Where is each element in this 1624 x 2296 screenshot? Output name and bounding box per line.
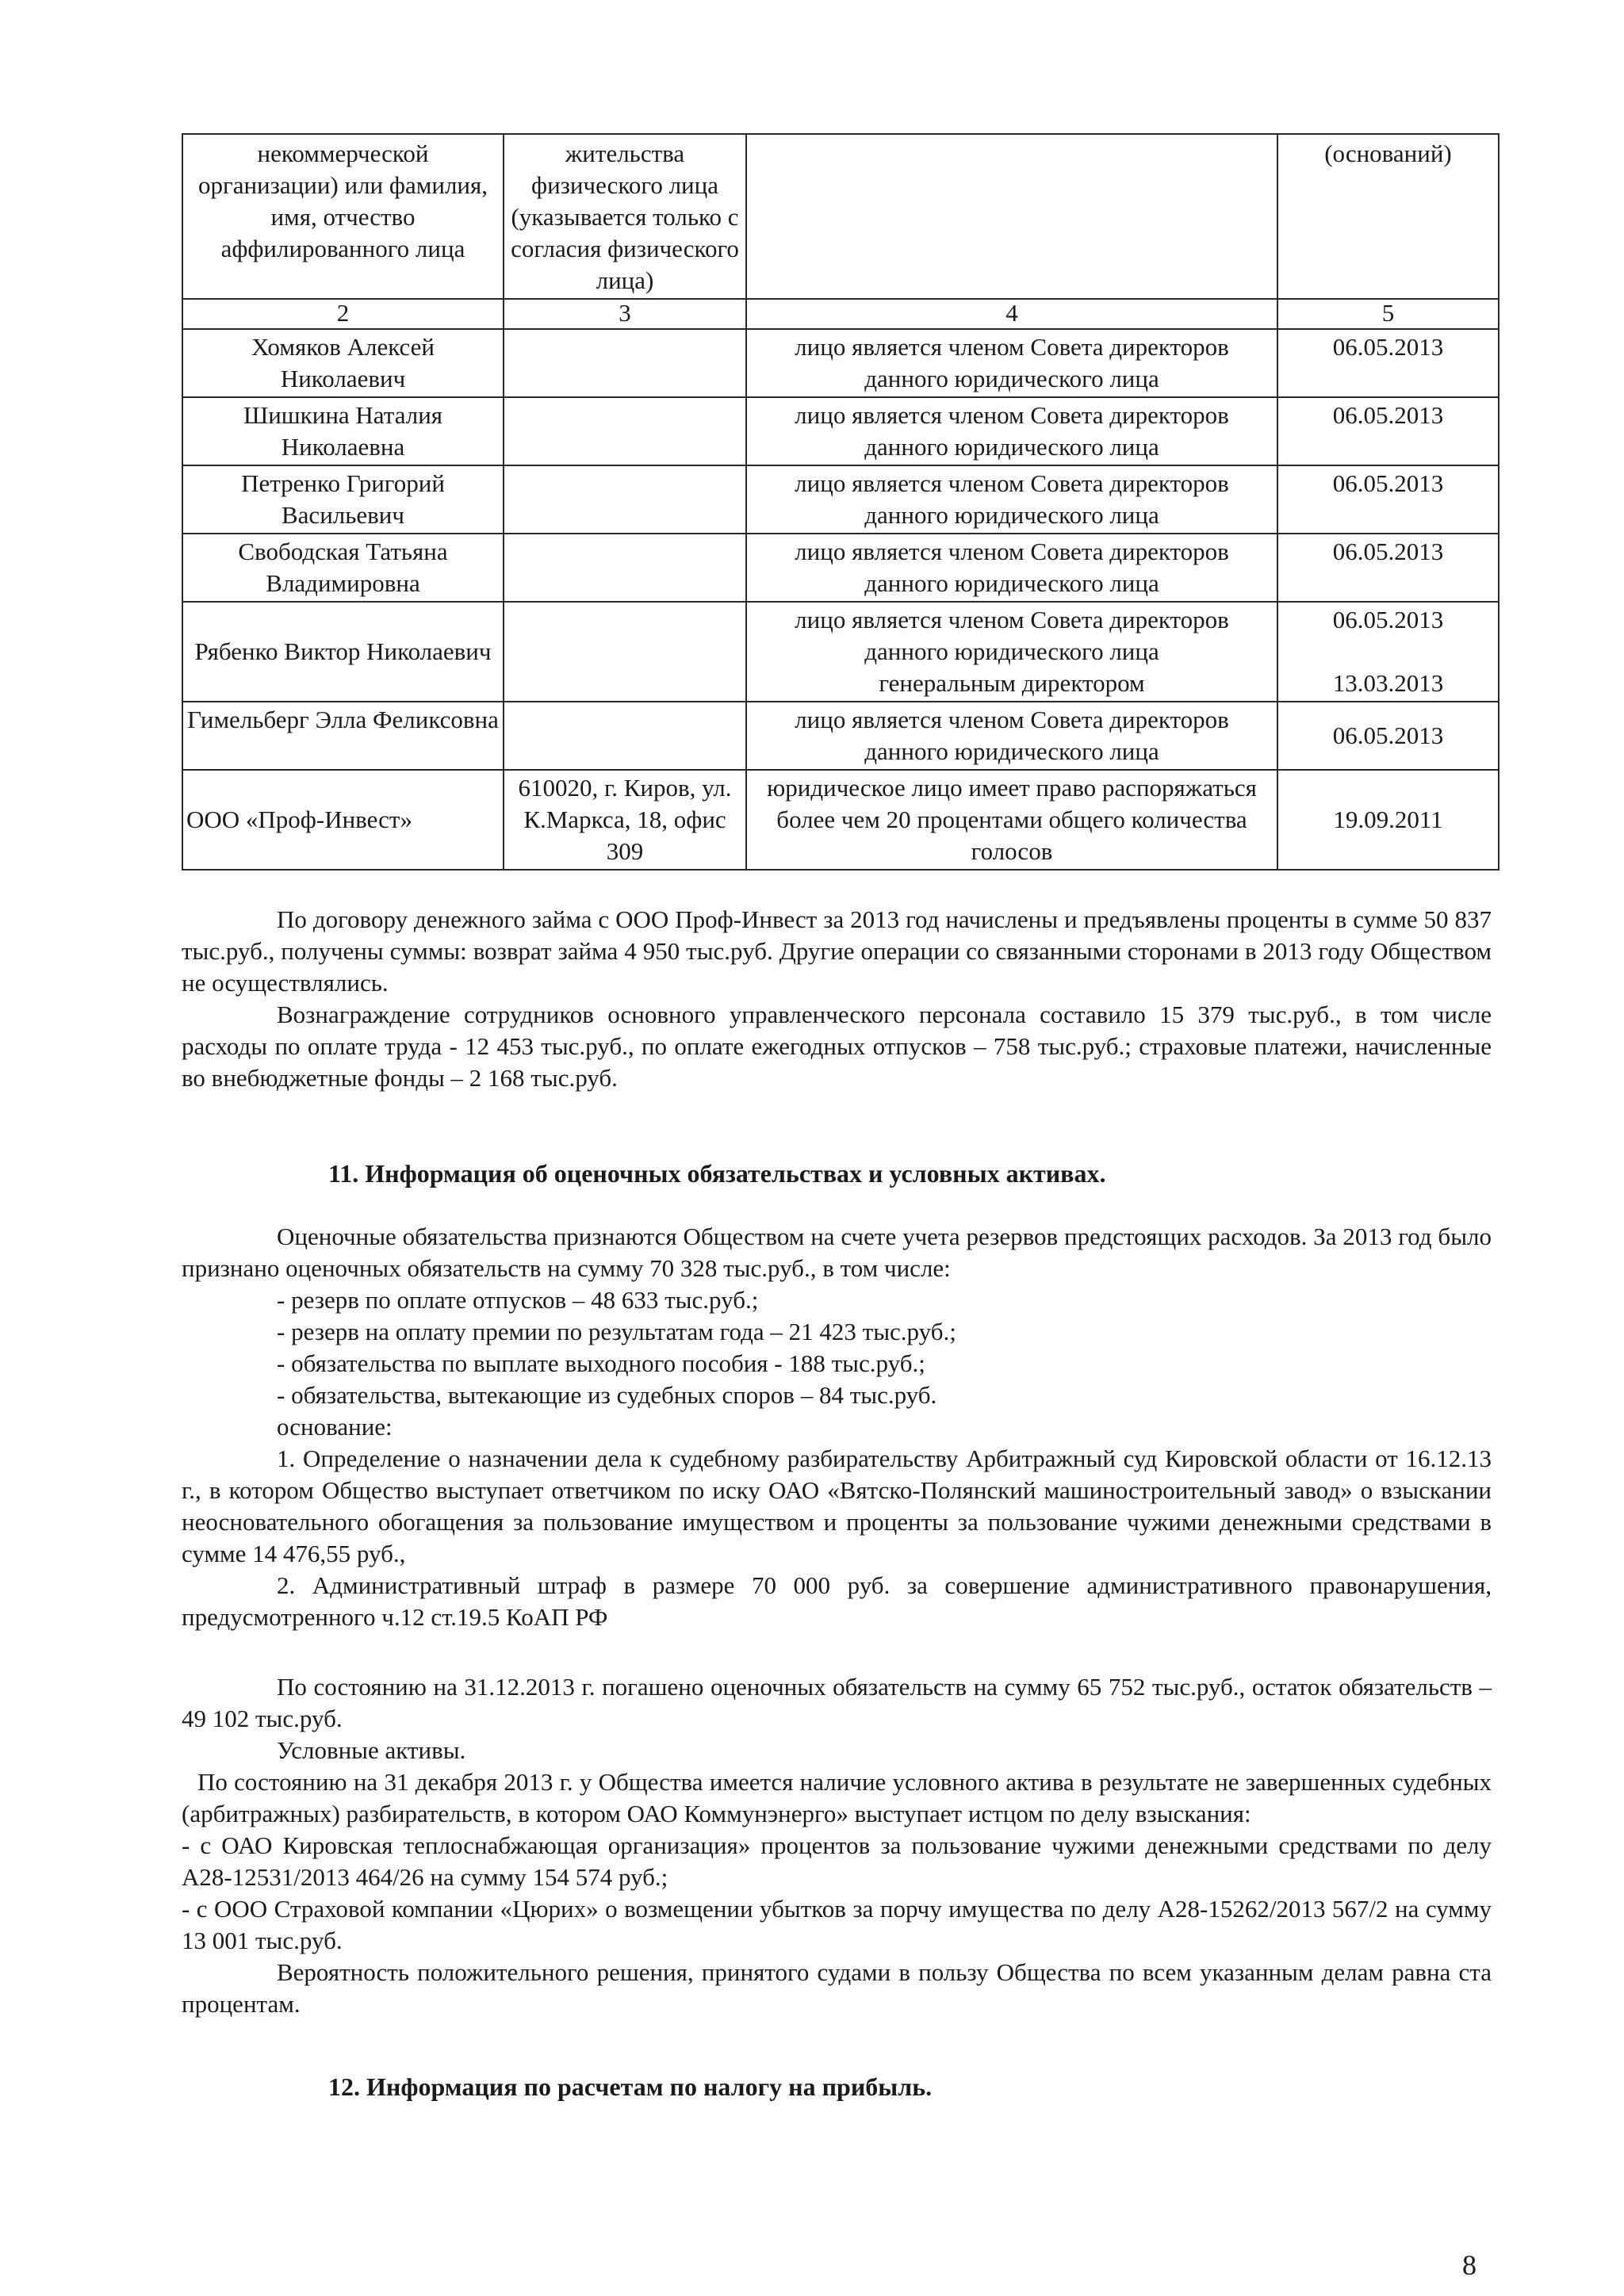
affiliate-basis: лицо является членом Совета директоров данного юридического лица	[746, 397, 1277, 465]
column-number: 5	[1277, 299, 1499, 329]
basis-label: основание:	[277, 1413, 393, 1441]
page-number: 8	[1462, 2249, 1477, 2281]
affiliate-date: 06.05.2013	[1277, 329, 1499, 397]
claim-item: - с ОАО Кировская теплоснабжающая организация» процентов за пользование чужими денежными средствами по делу А28-12531/2013 464/26 на сумму 154 574 руб.;	[182, 1831, 1492, 1891]
header-name-cell	[182, 134, 504, 299]
affiliate-address	[504, 702, 746, 770]
column-number: 4	[746, 299, 1277, 329]
affiliate-name: Шишкина Наталия Николаевна	[182, 397, 504, 465]
affiliate-address	[504, 534, 746, 602]
section-11-title: 11. Информация об оценочных обязательствах и условных активах.	[328, 1159, 1106, 1188]
affiliate-date: 19.09.2011	[1277, 770, 1499, 870]
affiliated-persons-table	[182, 133, 1500, 871]
affiliate-date: 06.05.2013	[1277, 397, 1499, 465]
contingent-assets-label: Условные активы.	[277, 1736, 466, 1764]
header-basis-cell	[746, 134, 1277, 299]
affiliate-basis: лицо является членом Совета директоров данного юридического лица	[746, 329, 1277, 397]
table-row	[182, 465, 1499, 534]
affiliate-name: ООО «Проф-Инвест»	[182, 770, 504, 870]
claim-item: - с ООО Страховой компании «Цюрих» о возмещении убытков за порчу имущества по делу А28-15262/2013 567/2 на сумму 13 001 тыс.руб.	[182, 1895, 1492, 1954]
affiliate-address: 610020, г. Киров, ул. К.Маркса, 18, офис 309	[504, 770, 746, 870]
affiliate-date: 06.05.2013	[1277, 534, 1499, 602]
list-item: - резерв по оплате отпусков – 48 633 тыс.руб.;	[277, 1286, 759, 1314]
table-row	[182, 602, 1499, 702]
table-header-row	[182, 134, 1499, 299]
affiliate-name: Рябенко Виктор Николаевич	[182, 602, 504, 702]
section-12-title: 12. Информация по расчетам по налогу на прибыль.	[328, 2072, 933, 2101]
affiliate-address	[504, 602, 746, 702]
table-row	[182, 534, 1499, 602]
affiliate-name: Петренко Григорий Васильевич	[182, 465, 504, 534]
related-party-paragraphs	[182, 904, 1492, 1094]
column-number: 2	[182, 299, 504, 329]
affiliate-date: 06.05.2013	[1277, 702, 1499, 770]
affiliate-date: 06.05.2013	[1332, 606, 1444, 633]
probability-paragraph: Вероятность положительного решения, принятого судами в пользу Общества по всем указанным делам равна ста процентам.	[182, 1958, 1492, 2018]
header-name-text: некоммерческой организации) или фамилия, имя, отчество аффилированного лица	[197, 140, 488, 262]
basis-item-1: 1. Определение о назначении дела к судебному разбирательству Арбитражный суд Кировской области от 16.12.13 г., в котором Общество выступает ответчиком по иску ОАО «Вятско-Полянский машиностроительный завод» о взыскании неосновательного обогащения за пользование имуществом и проценты за пользование чужими денежными средствами в сумме 14 476,55 руб.,	[182, 1445, 1492, 1567]
affiliate-address	[504, 465, 746, 534]
affiliate-address	[504, 329, 746, 397]
table-column-numbers-row	[182, 299, 1499, 329]
header-date-text: (оснований)	[1324, 140, 1452, 167]
affiliate-basis: лицо является членом Совета директоров данного юридического лица	[746, 534, 1277, 602]
affiliate-date: 06.05.2013	[1277, 465, 1499, 534]
loan-paragraph: По договору денежного займа с ООО Проф-Инвест за 2013 год начислены и предъявлены проценты в сумме 50 837 тыс.руб., получены суммы: возврат займа 4 950 тыс.руб. Другие операции со связанными сторонами в 2013 году Обществом не осуществлялись.	[182, 905, 1492, 997]
affiliate-basis-secondary: генеральным директором	[879, 669, 1145, 697]
header-address-cell	[504, 134, 746, 299]
affiliate-basis: лицо является членом Совета директоров данного юридического лица	[746, 702, 1277, 770]
affiliate-name: Гимельберг Элла Феликсовна	[182, 702, 504, 770]
table-row	[182, 702, 1499, 770]
header-address-text: жительства физического лица (указывается только с согласия физического лица)	[511, 140, 739, 294]
affiliate-basis-cell	[746, 602, 1277, 702]
column-number: 3	[504, 299, 746, 329]
remuneration-paragraph: Вознаграждение сотрудников основного управленческого персонала составило 15 379 тыс.руб., в том числе расходы по оплате труда - 12 453 тыс.руб., по оплате ежегодных отпусков – 758 тыс.руб.; страховые платежи, начисленные во внебюджетные фонды – 2 168 тыс.руб.	[182, 1001, 1492, 1092]
basis-item-2: 2. Административный штраф в размере 70 000 руб. за совершение административного правонарушения, предусмотренного ч.12 ст.19.5 КоАП РФ	[182, 1571, 1492, 1631]
affiliate-date-cell	[1277, 602, 1499, 702]
repaid-paragraph: По состоянию на 31.12.2013 г. погашено оценочных обязательств на сумму 65 752 тыс.руб., остаток обязательств – 49 102 тыс.руб.	[182, 1673, 1492, 1732]
affiliate-basis: лицо является членом Совета директоров данного юридического лица	[795, 606, 1229, 665]
affiliate-date-secondary: 13.03.2013	[1332, 669, 1444, 697]
affiliate-name: Хомяков Алексей Николаевич	[182, 329, 504, 397]
section-11-body	[182, 1221, 1492, 2020]
affiliate-address	[504, 397, 746, 465]
table-row	[182, 770, 1499, 870]
contingent-intro: По состоянию на 31 декабря 2013 г. у Общества имеется наличие условного актива в результате не завершенных судебных (арбитражных) разбирательств, в котором ОАО Коммунэнерго» выступает истцом по делу взыскания:	[182, 1768, 1492, 1827]
table-row	[182, 397, 1499, 465]
section-11-intro: Оценочные обязательства признаются Обществом на счете учета резервов предстоящих расходов. За 2013 год было признано оценочных обязательств на сумму 70 328 тыс.руб., в том числе:	[182, 1223, 1492, 1282]
affiliate-name: Свободская Татьяна Владимировна	[182, 534, 504, 602]
header-date-cell	[1277, 134, 1499, 299]
table-row	[182, 329, 1499, 397]
list-item: - обязательства, вытекающие из судебных споров – 84 тыс.руб.	[277, 1381, 937, 1409]
list-item: - обязательства по выплате выходного пособия - 188 тыс.руб.;	[277, 1349, 925, 1377]
list-item: - резерв на оплату премии по результатам года – 21 423 тыс.руб.;	[277, 1318, 956, 1345]
affiliate-basis: лицо является членом Совета директоров данного юридического лица	[746, 465, 1277, 534]
affiliate-basis: юридическое лицо имеет право распоряжаться более чем 20 процентами общего количества голосов	[746, 770, 1277, 870]
